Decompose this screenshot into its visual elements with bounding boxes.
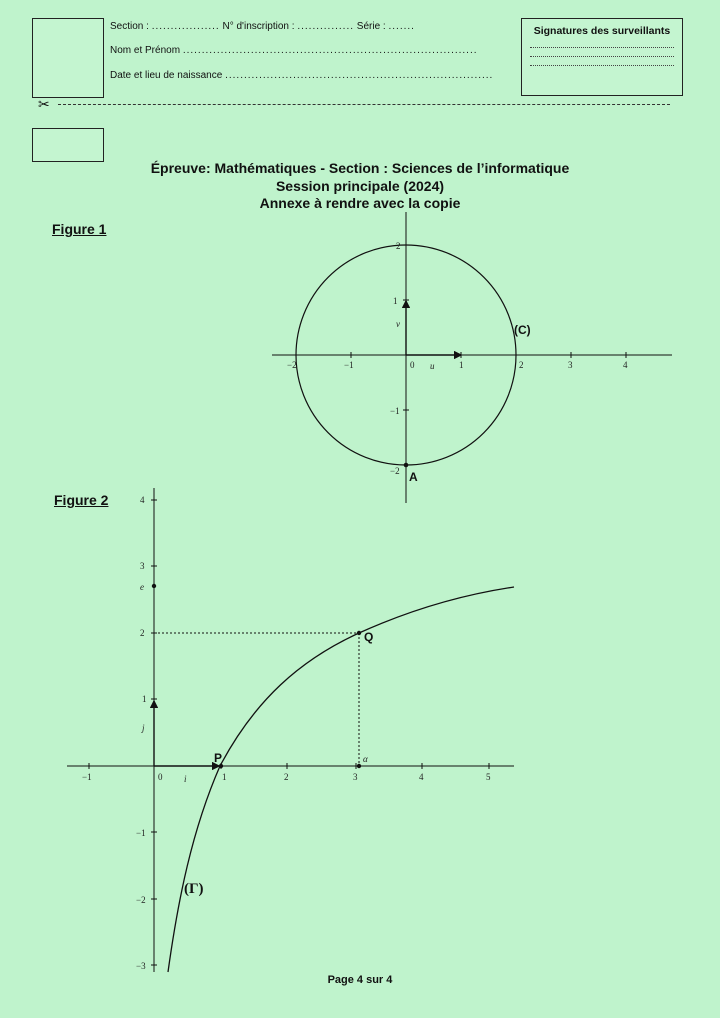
- fig2-origin: 0: [158, 772, 163, 782]
- title-line1: Épreuve: Mathématiques - Section : Sciences de l’informatique: [150, 160, 570, 176]
- fig2-ytick: 4: [140, 495, 145, 505]
- fig2-xtick: 1: [222, 772, 227, 782]
- fig2-ytick: −1: [136, 828, 146, 838]
- signatures-title: Signatures des surveillants: [533, 25, 671, 37]
- fig1-point-a: [404, 463, 409, 468]
- name-line: Nom et Prénom ..............................................................................: [110, 45, 478, 56]
- fig1-origin: 0: [410, 360, 415, 370]
- fig2-xtick: 4: [419, 772, 424, 782]
- fig1-ytick: −2: [390, 466, 400, 476]
- fig1-ytick: 2: [396, 241, 401, 251]
- fig1-xtick: 1: [459, 360, 464, 370]
- fig2-e-label: e: [140, 582, 144, 592]
- fig1-xtick: 3: [568, 360, 573, 370]
- fig2-ytick: −3: [136, 961, 146, 971]
- fig2-point-q: [357, 631, 361, 635]
- scissors-icon: ✂: [38, 96, 50, 112]
- fig2-point-e: [152, 584, 156, 588]
- fig2-ytick: 3: [140, 561, 145, 571]
- fig2-point-alpha: [357, 764, 361, 768]
- fig2-xtick: 5: [486, 772, 491, 782]
- fig1-xtick: −1: [344, 360, 354, 370]
- fig2-alpha-label: α: [363, 754, 368, 764]
- fig1-ytick: −1: [390, 406, 400, 416]
- fig2-xtick: 2: [284, 772, 289, 782]
- fig2-curve-label: (Γ): [184, 881, 204, 897]
- fig1-xtick: 2: [519, 360, 524, 370]
- fig1-xtick: −2: [287, 360, 297, 370]
- fig1-xtick: 4: [623, 360, 628, 370]
- fig2-curve: [168, 587, 514, 972]
- fig2-vec-i: i: [184, 774, 187, 784]
- fig2-xtick: 3: [353, 772, 358, 782]
- section-line: Section : .................. N° d'inscription : ............... Série : .......: [110, 21, 415, 32]
- figure2: [67, 488, 514, 972]
- fig2-vec-j: j: [142, 723, 145, 733]
- fig1-vec-u: u: [430, 361, 435, 371]
- fig2-ytick: −2: [136, 895, 146, 905]
- fig1-point-a-label: A: [409, 470, 418, 484]
- fig2-xtick: −1: [82, 772, 92, 782]
- figure1: [272, 212, 672, 503]
- fig2-point-q-label: Q: [364, 630, 374, 644]
- fig1-curve-label: (C): [514, 323, 531, 337]
- fig1-vec-v: v: [396, 319, 400, 329]
- title-line3: Annexe à rendre avec la copie: [259, 195, 461, 211]
- fig2-ytick: 1: [142, 694, 147, 704]
- figure1-label: Figure 1: [52, 221, 107, 237]
- page-number: Page 4 sur 4: [327, 974, 393, 986]
- title-line2: Session principale (2024): [275, 178, 445, 194]
- fig2-ytick: 2: [140, 628, 145, 638]
- birth-line: Date et lieu de naissance .......................................................................: [110, 70, 494, 81]
- fig2-point-p-label: P: [214, 751, 223, 765]
- figure2-label: Figure 2: [54, 492, 109, 508]
- fig1-ytick: 1: [393, 296, 398, 306]
